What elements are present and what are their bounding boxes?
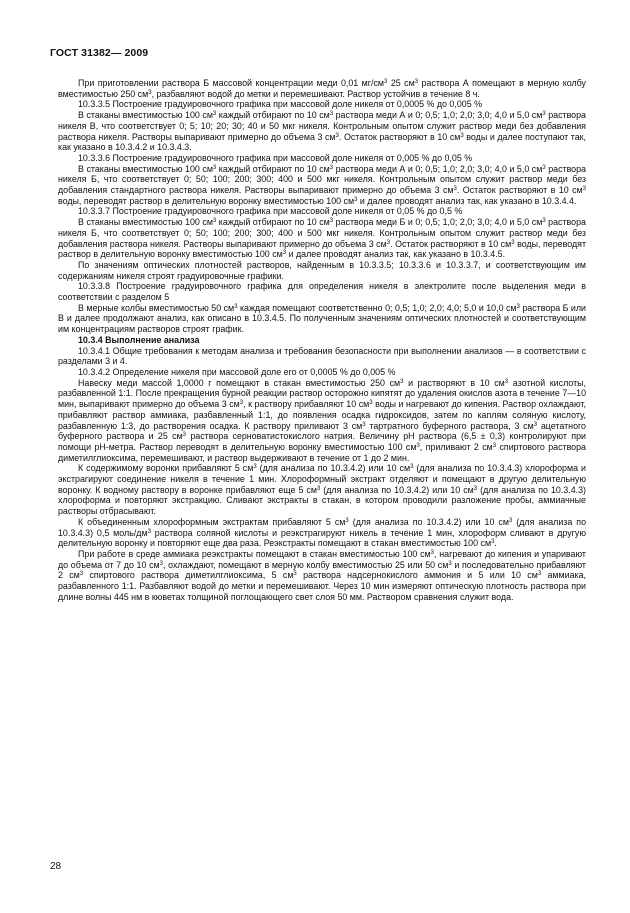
paragraph: 10.3.3.5 Построение градуировочного графика при массовой доле никеля от 0,0005 % до 0,005 % <box>78 99 482 110</box>
paragraph: При работе в среде аммиака реэкстракты помещают в стакан вместимостью 100 $см^3$, нагревают до кипения и упаривают до объема от 7 до 10 $см^3$, охлаждают, помещают в мерную колбу вместимостью 25 или 50 $см^3$ и последовательно прибавляют 2 $см^3$ спиртового раствора диметилглиоксима, 5 $см^3$ раствора надсернокислого аммония и 5 или 10 $см^3$ аммиака, разбавленного 1:1. Разбавляют водой до метки и перемешивают. Через 10 мин измеряют оптическую плотность раствора при длине волны 445 нм в кюветах толщиной поглощающего свет слоя 50 мм. Раствором сравнения служит вода. <box>58 548 586 602</box>
paragraph: При приготовлении раствора Б массовой концентрации меди 0,01 $мг/см^3$ 25 $см^3$ раствора А помещают в мерную колбу вместимостью 250 $см^3$, разбавляют водой до метки и перемешивают. Раствор устойчив в течение 8 ч. <box>58 78 586 99</box>
paragraph: К содержимому воронки прибавляют 5 $см^3$ (для анализа по 10.3.4.2) или 10 $см^3$ (для анализа по 10.3.4.3) хлороформа и экстрагируют соединение никеля в течение 1 мин. Хлороформный экстракт отделяют и помещают в другую делительную воронку. К водному раствору в воронке прибавляют еще 5 $см^3$ (для анализа по 10.3.4.2) или 10 $см^3$ (для анализа по 10.3.4.3) хлороформа и повторяют экстракцию. Сливают экстракты в стакан, в котором проводили разложение пробы, аммиачные растворы отбрасывают. <box>58 463 586 517</box>
paragraph: 10.3.4.2 Определение никеля при массовой доле его от 0,0005 % до 0,005 % <box>78 366 396 377</box>
document-body <box>58 78 586 602</box>
paragraph: По значениям оптических плотностей растворов, найденным в 10.3.3.5; 10.3.3.6 и 10.3.3.7, и соответствующим им содержаниям никеля строят градуировочные графики. <box>58 259 586 281</box>
page-number: 28 <box>50 861 62 872</box>
paragraph: 10.3.4 Выполнение анализа <box>78 334 200 345</box>
paragraph: В мерные колбы вместимостью 50 $см^3$ каждая помещают соответственно 0; 0,5; 1,0; 2,0; 4,0; 5,0 и 10,0 $см^3$ раствора Б или В и далее продолжают анализ, как описано в 10.3.4.5. По полученным значениям оптических плотностей и соответствующим им концентрациям растворов строят график. <box>58 302 586 335</box>
paragraph: К объединенным хлороформным экстрактам прибавляют 5 $см^3$ (для анализа по 10.3.4.2) или 10 $см^3$ (для анализа по 10.3.4.3) 0,5 моль/$дм^3$ раствора соляной кислоты и реэкстрагируют никель в течение 1 мин, хлороформ сливают в другую делительную воронку и повторяют еще два раза. Реэкстракты помещают в стакан вместимостью 100 $см^3$. <box>58 516 587 549</box>
paragraph: В стаканы вместимостью 100 $см^3$ каждый отбирают по 10 $см^3$ раствора меди А и 0; 0,5; 1,0; 2,0; 3,0; 4,0 и 5,0 $см^3$ раствора никеля Б, что соответствует 0; 50; 100; 200; 300; 400 и 500 мкг никеля. Контрольным опытом служит раствор меди без добавления стандартного раствора никеля. Растворы выпаривают примерно до объема 3 $см^3$. Остаток растворяют в 10 $см^3$ воды, переводят раствор в делительную воронку вместимостью 100 $см^3$ и далее проводят анализ так, как указано в 10.3.4.4. <box>58 163 586 206</box>
paragraph: 10.3.3.6 Построение градуировочного графика при массовой доле никеля от 0,005 % до 0,05 % <box>78 152 473 163</box>
paragraph: 10.3.3.7 Построение градуировочного графика при массовой доле никеля от 0,05 % до 0,5 % <box>78 206 463 217</box>
paragraph: Навеску меди массой 1,0000 г помещают в стакан вместимостью 250 $см^3$ и растворяют в 10 $см^3$ азотной кислоты, разбавленной 1:1. После прекращения бурной реакции раствор осторожно кипятят до удаления окислов азота в течение 7—10 мин, выпаривают примерно до объема 3 $см^3$, к раствору прибавляют 10 $см^3$ воды и нагревают до кипения. Раствор охлаждают, прибавляют раствор аммиака, разбавленный 1:1, до появления осадка гидроксидов, затем по каплям соляную кислоту, разбавленную 1:3, до растворения осадка. К раствору приливают 3 $см^3$ тартратного буферного раствора, 3 $см^3$ ацетатного буферного раствора и 25 $см^3$ раствора серноватистокислого натрия. Величину рН раствора (6,5 ± 0,3) контролируют при помощи рН-метра. Раствор переводят в делительную воронку вместимостью 100 $см^3$, приливают 2 $см^3$ спиртового раствора диметилглиоксима, перемешивают, и раствор выдерживают в течение от 1 до 2 мин. <box>58 377 586 463</box>
standard-header: ГОСТ 31382— 2009 <box>50 47 149 59</box>
paragraph: 10.3.3.8 Построение градуировочного графика для определения никеля в электролите после выделения меди в соответствии с разделом 5 <box>58 281 586 303</box>
paragraph: В стаканы вместимостью 100 $см^3$ каждый отбирают по 10 $см^3$ раствора меди А и 0; 0,5; 1,0; 2,0; 3,0; 4,0 и 5,0 $см^3$ раствора никеля В, что соответствует 0; 5; 10; 20; 30; 40 и 50 мкг никеля. Контрольным опытом служит раствор меди без добавления раствора никеля. Растворы выпаривают примерно до объема 3 $см^3$. Остаток растворяют в 10 $см^3$ воды и далее поступают так, как указано в 10.3.4.2 и 10.3.4.3. <box>58 110 587 153</box>
paragraph: 10.3.4.1 Общие требования к методам анализа и требования безопасности при выполнении анализов — в соответствии с разделами 3 и 4. <box>58 345 586 367</box>
paragraph: В стаканы вместимостью 100 $см^3$ каждый отбирают по 10 $см^3$ раствора меди Б и 0; 0,5; 1,0; 2,0; 3,0; 4,0 и 5,0 $см^3$ раствора никеля Б, что соответствует 0; 50; 100; 200; 300; 400 и 500 мкг никеля. Контрольным опытом служит раствор меди без добавления раствора никеля. Растворы выпаривают примерно до объема 3 $см^3$. Остаток растворяют в 10 $см^3$ воды, переводят раствор в делительную воронку вместимостью 100 $см^3$ и далее проводят анализ так, как указано в 10.3.4.5. <box>58 217 587 260</box>
